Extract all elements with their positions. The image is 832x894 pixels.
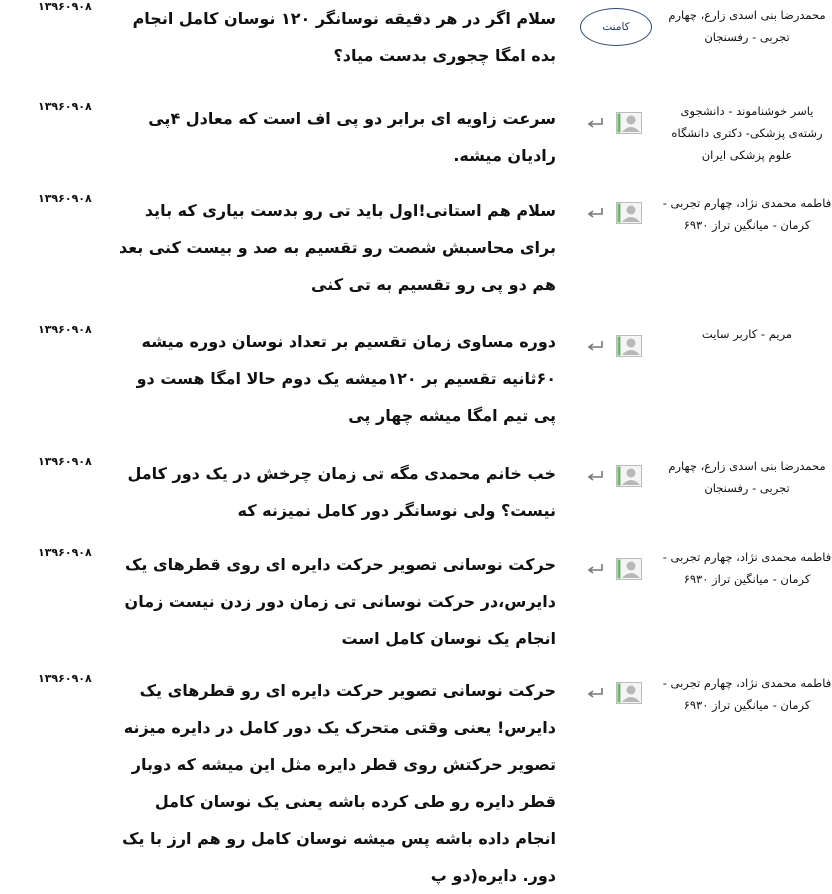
comment-row <box>0 672 832 892</box>
comment-text: حرکت نوسانی تصویر حرکت دایره ای روی قطرهای یک دایرس،در حرکت نوسانی تی زمان دور زدن نیست زمان انجام یک نوسان کامل است <box>124 555 556 648</box>
author-line: تجربی - رفسنجان <box>704 30 790 44</box>
author-line: فاطمه محمدی نژاد، چهارم تجربی - <box>662 196 832 210</box>
author-line: تجربی - رفسنجان <box>704 481 790 495</box>
reply-arrow-icon[interactable] <box>586 206 604 220</box>
comment-author <box>662 192 832 236</box>
author-line: محمدرضا بنی اسدی زارع، چهارم <box>668 8 826 22</box>
user-avatar-icon <box>616 335 642 357</box>
author-line: علوم پزشکی ایران <box>701 148 793 162</box>
comment-date: ۱۳۹۶۰۹۰۸ <box>38 192 92 205</box>
comment-text: سرعت زاویه ای برابر دو پی اف است که معادل ۴پی رادیان میشه. <box>148 109 556 165</box>
reply-action[interactable] <box>582 682 642 704</box>
comment-author <box>662 546 832 590</box>
user-avatar-icon <box>616 682 642 704</box>
reply-arrow-icon[interactable] <box>586 116 604 130</box>
reply-action[interactable] <box>582 335 642 357</box>
reply-arrow-icon[interactable] <box>586 469 604 483</box>
author-line: فاطمه محمدی نژاد، چهارم تجربی - <box>662 676 832 690</box>
comment-row <box>0 0 832 90</box>
comment-date: ۱۳۹۶۰۹۰۸ <box>38 0 92 13</box>
comment-text: دوره مساوی زمان تقسیم بر تعداد نوسان دوره میشه ۶۰ثانیه تقسیم بر ۱۲۰میشه یک دوم حالا امگا هست دو پی تیم امگا میشه چهار پی <box>136 332 556 425</box>
author-line: رشته‌ی پزشکی- دکتری دانشگاه <box>671 126 823 140</box>
comment-date: ۱۳۹۶۰۹۰۸ <box>38 546 92 559</box>
reply-arrow-icon[interactable] <box>586 686 604 700</box>
author-line: کرمان - میانگین تراز ۶۹۳۰ <box>683 698 811 712</box>
comment-author <box>662 4 832 48</box>
comment-text: خب خانم محمدی مگه تی زمان چرخش در یک دور کامل نیست؟ ولی نوسانگر دور کامل نمیزنه که <box>127 464 556 520</box>
comment-button[interactable] <box>580 8 652 46</box>
reply-arrow-icon[interactable] <box>586 562 604 576</box>
reply-action[interactable] <box>582 465 642 487</box>
author-line: فاطمه محمدی نژاد، چهارم تجربی - <box>662 550 832 564</box>
comment-date: ۱۳۹۶۰۹۰۸ <box>38 100 92 113</box>
author-line: محمدرضا بنی اسدی زارع، چهارم <box>668 459 826 473</box>
comment-author <box>662 100 832 166</box>
comment-date: ۱۳۹۶۰۹۰۸ <box>38 455 92 468</box>
author-line: مریم - کاربر سایت <box>701 327 793 341</box>
reply-action[interactable] <box>582 112 642 134</box>
user-avatar-icon <box>616 112 642 134</box>
comment-row <box>0 192 832 310</box>
user-avatar-icon <box>616 465 642 487</box>
author-line: کرمان - میانگین تراز ۶۹۳۰ <box>683 218 811 232</box>
reply-arrow-icon[interactable] <box>586 339 604 353</box>
comment-date: ۱۳۹۶۰۹۰۸ <box>38 672 92 685</box>
comment-row <box>0 323 832 441</box>
comment-author <box>662 672 832 716</box>
comment-text: حرکت نوسانی تصویر حرکت دایره ای رو قطرهای یک دایرس! یعنی وقتی متحرک یک دور کامل در دایره میزنه تصویر حرکتش روی قطر دایره مثل این میشه که دوبار قطر دایره رو طی کرده باشه یعنی یک نوسان کامل انجام داده باشه پس میشه نوسان کامل رو هم ارز با یک دور. دایره(دو پ <box>122 681 556 885</box>
comment-text: سلام هم استانی!اول باید تی رو بدست بیاری که باید برای محاسبش شصت رو تقسیم به صد و بیست کنی بعد هم دو پی رو تقسیم به تی کنی <box>118 201 556 294</box>
user-avatar-icon <box>616 202 642 224</box>
reply-action[interactable] <box>582 558 642 580</box>
user-avatar-icon <box>616 558 642 580</box>
author-line: یاسر خوشناموند - دانشجوی <box>680 104 814 118</box>
author-line: کرمان - میانگین تراز ۶۹۳۰ <box>683 572 811 586</box>
comment-author <box>662 323 832 345</box>
reply-action[interactable] <box>582 202 642 224</box>
comment-button-label: کامنت <box>602 21 630 33</box>
comment-row <box>0 100 832 180</box>
comment-date: ۱۳۹۶۰۹۰۸ <box>38 323 92 336</box>
comment-author <box>662 455 832 499</box>
comment-row <box>0 455 832 535</box>
comment-text: سلام اگر در هر دقیقه نوسانگر ۱۲۰ نوسان کامل انجام بده امگا چجوری بدست میاد؟ <box>132 9 556 65</box>
comment-row <box>0 546 832 664</box>
